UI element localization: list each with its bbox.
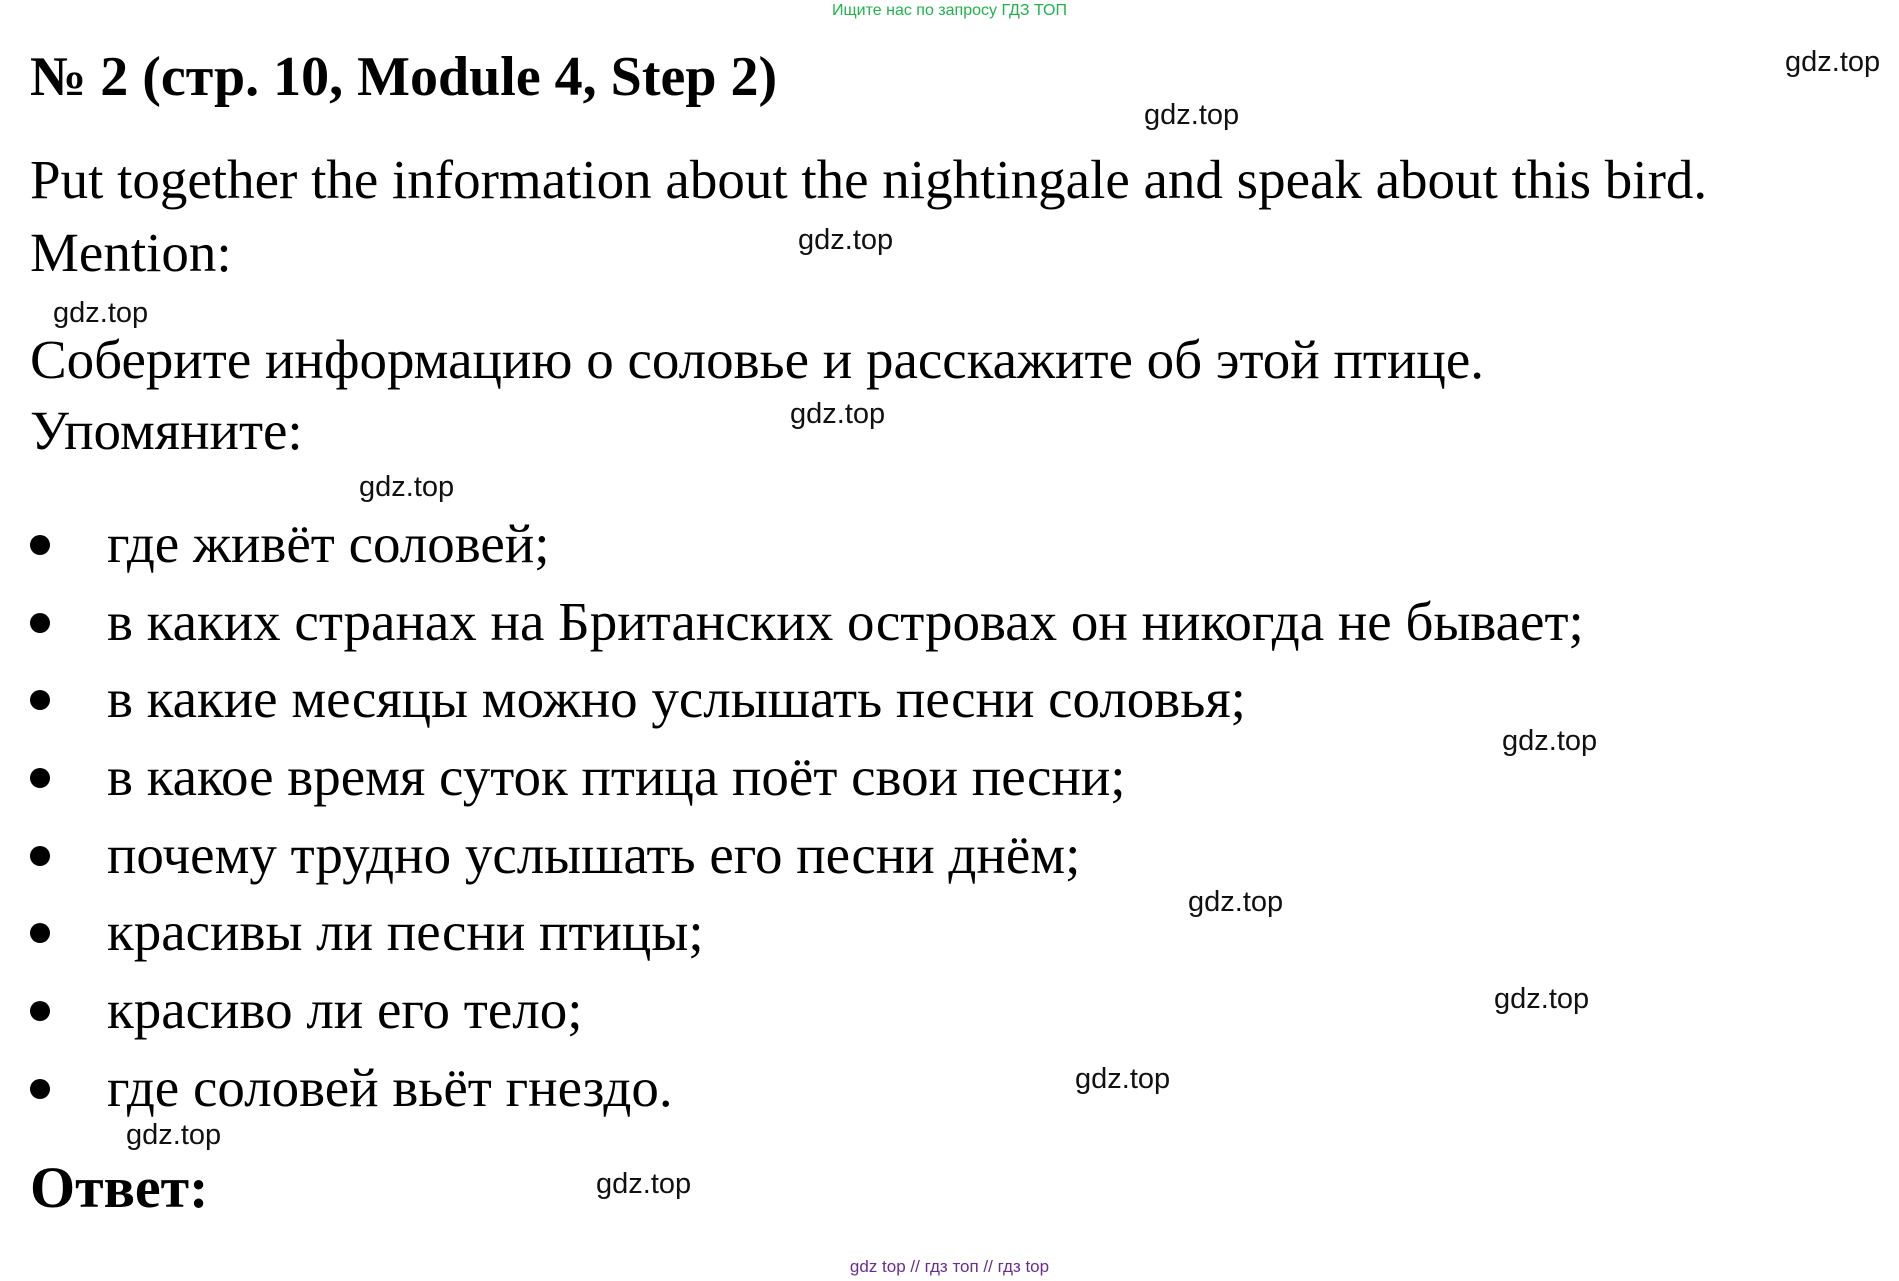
page-title: № 2 (стр. 10, Module 4, Step 2) — [30, 46, 778, 108]
list-item-text: где живёт соловей; — [107, 513, 550, 574]
list-item — [30, 1055, 673, 1121]
watermark: gdz.top — [359, 471, 455, 503]
bullet-dot-icon — [30, 1001, 50, 1021]
list-item — [30, 589, 1584, 655]
watermark: gdz.top — [790, 398, 886, 430]
list-item — [30, 744, 1126, 810]
top-banner[interactable]: Ищите нас по запросу ГДЗ ТОП — [832, 2, 1067, 19]
task-en-line-1: Put together the information about the nightingale and speak about this bird. — [30, 149, 1708, 210]
watermark: gdz.top — [1188, 886, 1284, 918]
watermark: gdz.top — [1502, 725, 1598, 757]
bullet-dot-icon — [30, 535, 50, 555]
watermark: gdz.top — [798, 224, 894, 256]
watermark: gdz.top — [53, 297, 149, 329]
answer-label: Ответ: — [30, 1155, 209, 1220]
list-item-text: почему трудно услышать его песни днём; — [107, 824, 1081, 885]
list-item — [30, 977, 583, 1043]
task-ru-line-2: Упомяните: — [30, 400, 303, 461]
watermark: gdz.top — [126, 1119, 222, 1151]
list-item — [30, 666, 1246, 732]
list-item-text: в какие месяцы можно услышать песни соловья; — [107, 668, 1246, 729]
list-item — [30, 511, 550, 577]
watermark: gdz.top — [596, 1168, 692, 1200]
task-ru-line-1: Соберите информацию о соловье и расскажите об этой птице. — [30, 329, 1484, 390]
list-item-text: красивы ли песни птицы; — [107, 901, 704, 962]
list-item-text: в какое время суток птица поёт свои песни; — [107, 746, 1126, 807]
bullet-dot-icon — [30, 690, 50, 710]
list-item-text: где соловей вьёт гнездо. — [107, 1057, 673, 1118]
list-item — [30, 899, 704, 965]
watermark: gdz.top — [1785, 46, 1881, 78]
task-en-line-2: Mention: — [30, 222, 232, 283]
bullet-dot-icon — [30, 846, 50, 866]
bullet-dot-icon — [30, 923, 50, 943]
footer-links[interactable]: gdz top // гдз топ // гдз top — [849, 1257, 1050, 1276]
list-item-text: в каких странах на Британских островах он никогда не бывает; — [107, 591, 1584, 652]
bullet-dot-icon — [30, 1079, 50, 1099]
list-item-text: красиво ли его тело; — [107, 979, 583, 1040]
bullet-dot-icon — [30, 613, 50, 633]
watermark: gdz.top — [1494, 983, 1590, 1015]
watermark: gdz.top — [1144, 99, 1240, 131]
list-item — [30, 822, 1081, 888]
bullet-dot-icon — [30, 768, 50, 788]
watermark: gdz.top — [1075, 1063, 1171, 1095]
